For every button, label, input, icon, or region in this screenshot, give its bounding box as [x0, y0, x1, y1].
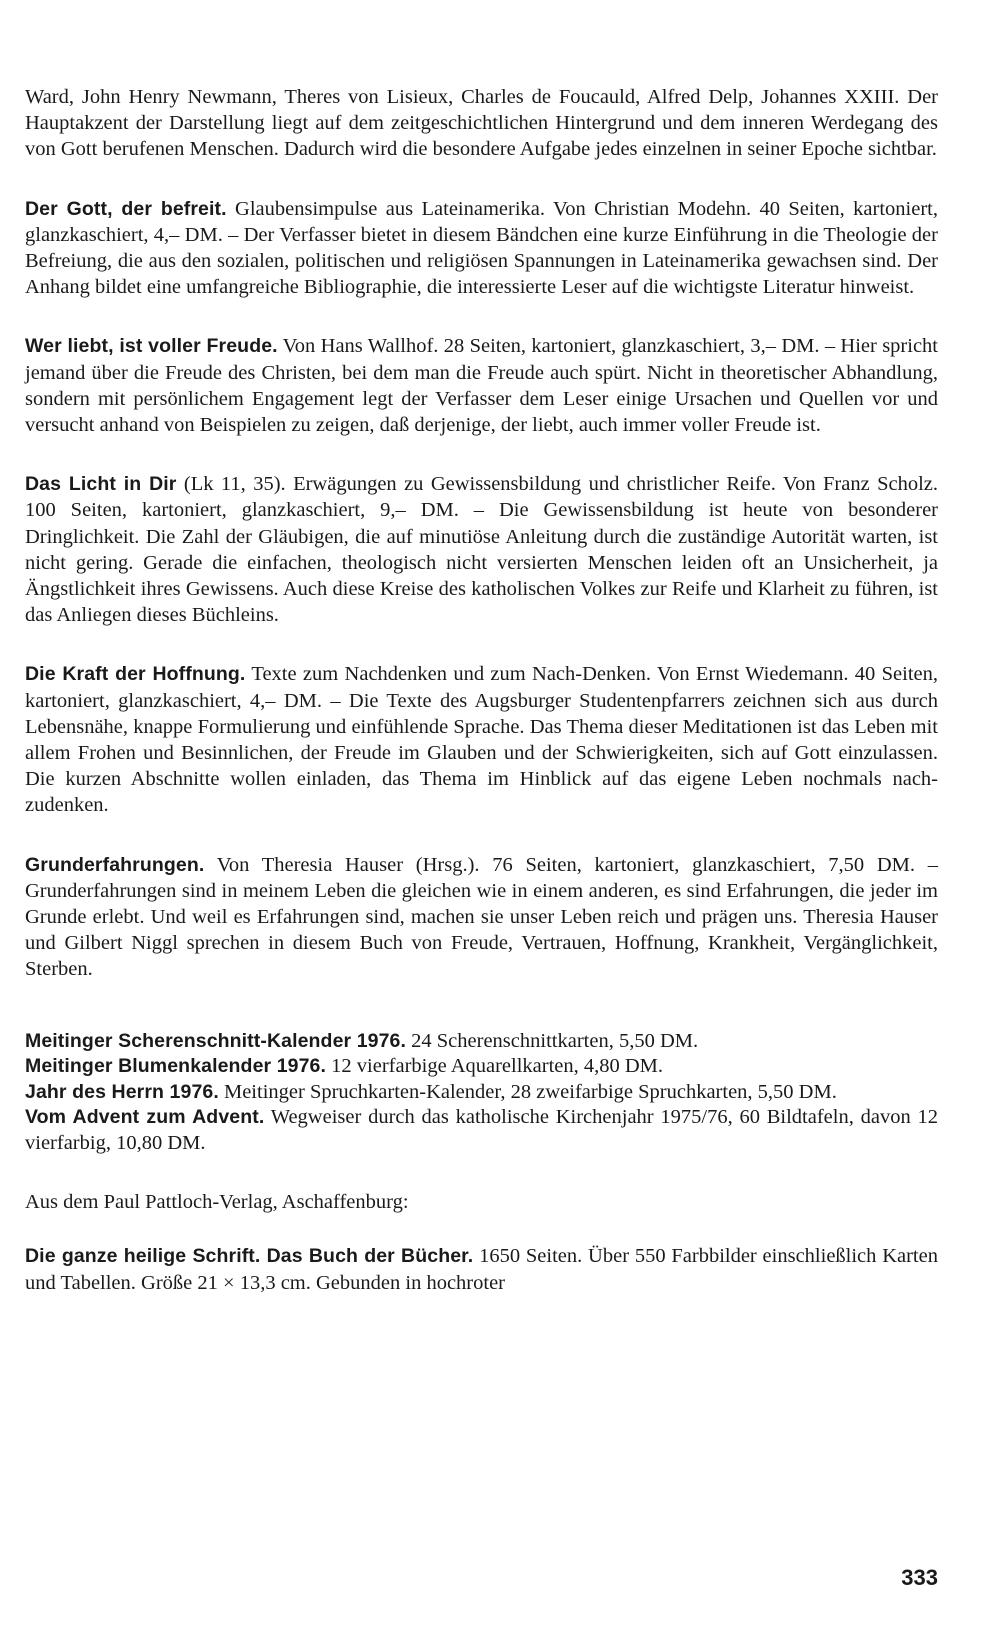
- book-title: Wer liebt, ist voller Freude.: [25, 335, 278, 358]
- book-title: Das Licht in Dir: [25, 473, 177, 496]
- book-description: Glaubensimpulse aus Lateinamerika. Von Christian Modehn. 40 Seiten, kartoniert, glanzkaschiert, 4,– DM. – Der Verfasser bietet in diesem Bändchen eine kurze Einführung in die Theologie der Befreiung, die aus den sozialen, politischen und religiösen Spannungen in Lateinamerika gewachsen sind. Der Anhang bildet eine umfangreiche Bibliographie, die interessierte Leser auf die wichtigste Literatur hinweist.: [25, 197, 938, 299]
- calendar-title: Jahr des Herrn 1976.: [25, 1080, 219, 1103]
- calendar-entry: [25, 1054, 938, 1080]
- book-entry: [25, 852, 938, 983]
- book-title: Die ganze heilige Schrift. Das Buch der Bücher.: [25, 1245, 474, 1268]
- book-description: (Lk 11, 35). Erwägungen zu Gewissensbildung und christlicher Reife. Von Franz Scholz. 100 Seiten, kartoniert, glanzkaschiert, 9,– DM. – Die Gewissensbildung ist heute von besonderer Dringlichkeit. Die Zahl der Gläubigen, die auf minutiöse Anleitung durch die zuständige Autorität warten, ist nicht gering. Gerade die einfachen, theologisch nicht versierten Menschen leiden oft an Unsicherheit, ja Ängstlichkeit ihres Gewissens. Auch diese Kreise des katholischen Volkes zur Reife und Klarheit zu führen, ist das Anliegen dieses Büchleins.: [25, 473, 939, 627]
- calendar-list: [25, 1029, 938, 1157]
- book-title: Grunderfahrungen.: [25, 853, 205, 876]
- intro-paragraph: Ward, John Henry Newmann, Theres von Lisieux, Charles de Foucauld, Alfred Delp, Johannes XXIII. Der Hauptakzent der Darstellung liegt auf dem zeitgeschichtlichen Hintergrund und dem inneren Werdegang des von Gott berufenen Menschen. Dadurch wird die besondere Aufgabe jedes einzelnen in seiner Epoche sichtbar.: [25, 86, 938, 161]
- page-body: [25, 84, 938, 1296]
- book-description: 1650 Seiten. Über 550 Farbbilder einschließlich Karten und Tabellen. Größe 21 × 13,3 cm. Gebunden in hochroter: [25, 1245, 938, 1294]
- book-entry: [25, 1243, 938, 1295]
- book-entry: [25, 471, 938, 628]
- page-number: 333: [901, 1565, 938, 1590]
- calendar-description: Meitinger Spruchkarten-Kalender, 28 zweifarbige Spruchkarten, 5,50 DM.: [218, 1080, 837, 1103]
- book-entry: [25, 196, 938, 301]
- book-title: Der Gott, der befreit.: [25, 197, 227, 220]
- book-title: Die Kraft der Hoffnung.: [25, 663, 246, 686]
- book-description: Von Hans Wallhof. 28 Seiten, kartoniert, glanzkaschiert, 3,– DM. – Hier spricht jemand über die Freude des Christen, bei dem man die Freude auch spürt. Nicht in theoretischer Abhandlung, sondern mit persönlichem Engagement legt der Verfasser dem Leser einige Ursachen und Quellen vor und versucht anhand von Beispielen zu zeigen, daß derjenige, der liebt, auch immer voller Freude ist.: [25, 335, 938, 437]
- calendar-title: Meitinger Scherenschnitt-Kalender 1976.: [25, 1029, 407, 1052]
- book-description: Texte zum Nachdenken und zum Nach-Denken. Von Ernst Wiedemann. 40 Seiten, kartoniert, glanzkaschiert, 4,– DM. – Die Texte des Augsburger Studentenpfarrers zeichnen sich aus durch Lebensnähe, knappe Formulierung und einfühlende Sprache. Das Thema dieser Meditationen ist das Leben mit allem Frohen und Besinnlichen, der Freude im Glauben und der Schwierigkeiten, sich auf Gott einzulassen. Die kurzen Abschnitte wollen einladen, das Thema im Hinblick auf das eigene Leben nochmals nach-zudenken.: [25, 663, 938, 817]
- calendar-description: 24 Scherenschnittkarten, 5,50 DM.: [406, 1029, 699, 1052]
- calendar-entry: [25, 1080, 938, 1106]
- book-entry: [25, 661, 938, 818]
- calendar-description: 12 vierfarbige Aquarellkarten, 4,80 DM.: [326, 1055, 664, 1078]
- calendar-title: Meitinger Blumenkalender 1976.: [25, 1055, 327, 1078]
- calendar-entry: [25, 1105, 938, 1156]
- publisher-heading: Aus dem Paul Pattloch-Verlag, Aschaffenburg:: [25, 1191, 409, 1214]
- book-description: Von Theresia Hauser (Hrsg.). 76 Seiten, kartoniert, glanzkaschiert, 7,50 DM. – Grunderfahrungen sind in meinem Leben die gleichen wie in einem anderen, es sind Erfahrungen, die jeder im Grunde erlebt. Und weil es Erfahrungen sind, machen sie unser Leben reich und prägen uns. Theresia Hauser und Gilbert Niggl sprechen in diesem Buch von Freude, Vertrauen, Hoffnung, Krankheit, Vergänglichkeit, Sterben.: [25, 853, 938, 981]
- calendar-description: Wegweiser durch das katholische Kirchenjahr 1975/76, 60 Bildtafeln, davon 12 vierfarbig, 10,80 DM.: [25, 1106, 938, 1154]
- calendar-entry: [25, 1029, 938, 1055]
- calendar-title: Vom Advent zum Advent.: [25, 1106, 265, 1129]
- book-entry: [25, 333, 938, 438]
